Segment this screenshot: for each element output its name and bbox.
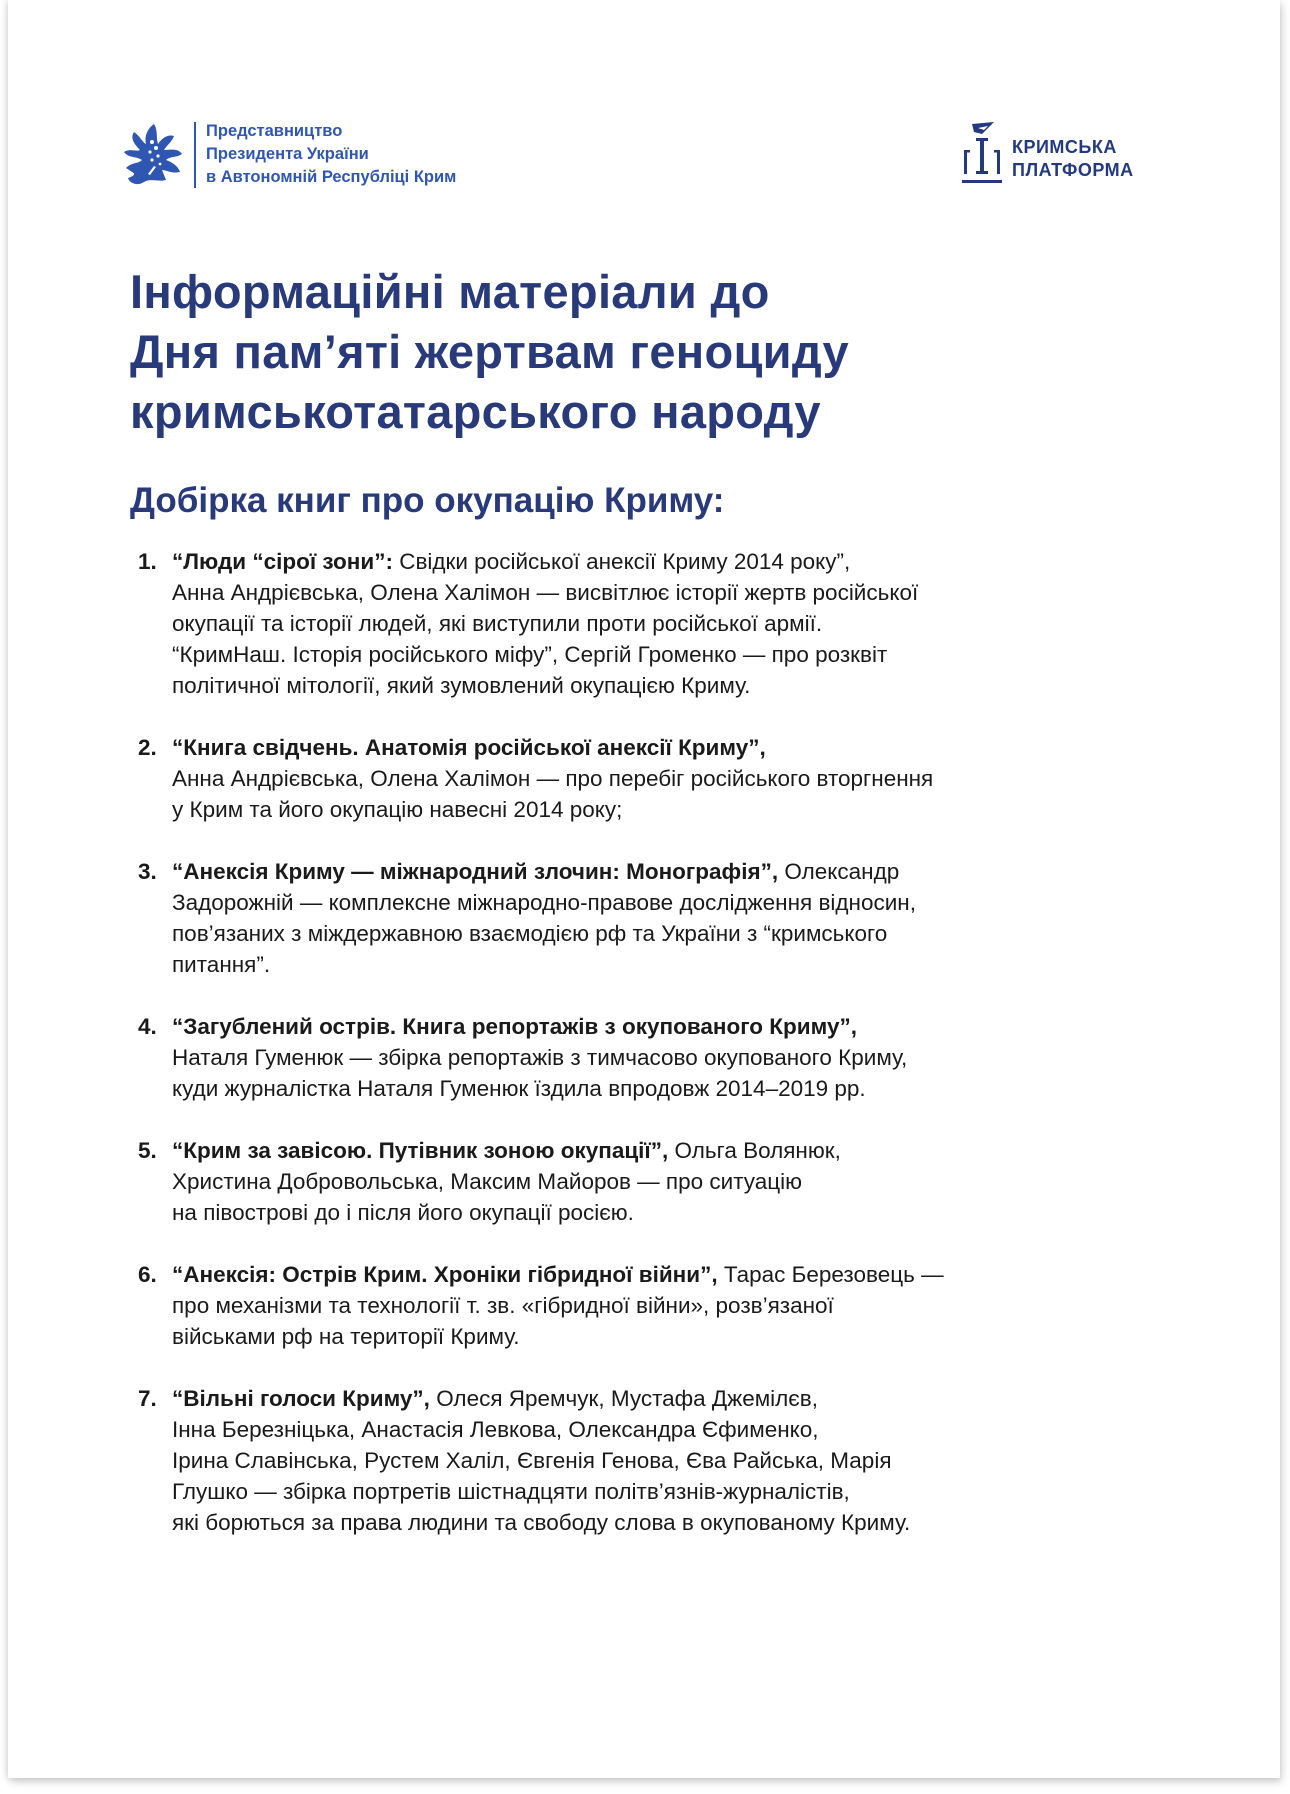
book-description [172, 1259, 1158, 1352]
book-text: “КримНаш. Історія російського міфу”, Сергій Громенко — про розквіт [172, 642, 888, 667]
org-name-line: в Автономній Республіці Крим [206, 168, 457, 186]
representation-logo [122, 120, 456, 189]
crimea-platform-logo [960, 122, 1134, 188]
book-text: Тарас Березовець — [717, 1262, 944, 1287]
book-text: Наталя Гуменюк — збірка репортажів з тимчасово окупованого Криму, [172, 1045, 908, 1070]
book-title: “Загублений острів. Книга репортажів з окупованого Криму”, [172, 1014, 857, 1039]
book-item [138, 546, 1158, 701]
book-number: 1. [138, 549, 157, 574]
book-text: у Крим та його окупацію навесні 2014 року; [172, 797, 623, 822]
document-page [8, 0, 1280, 1778]
title-line: кримськотатарського народу [130, 385, 821, 438]
book-number: 7. [138, 1386, 157, 1411]
platform-name-line: ПЛАТФОРМА [1012, 160, 1134, 180]
title-line: Дня пам’яті жертвам геноциду [130, 325, 849, 378]
book-description [172, 1011, 1158, 1104]
book-item [138, 732, 1158, 825]
book-description [172, 1383, 1158, 1538]
book-title: “Вільні голоси Криму”, [172, 1386, 430, 1411]
book-text: на півострові до і після його окупації росією. [172, 1200, 634, 1225]
book-item [138, 1135, 1158, 1228]
book-item [138, 1259, 1158, 1352]
platform-name [1012, 136, 1134, 182]
book-description [172, 856, 1158, 980]
book-title: “Крим за завісою. Путівник зоною окупації”, [172, 1138, 669, 1163]
book-text: які борються за права людини та свободу слова в окупованому Криму. [172, 1510, 911, 1535]
organization-name [206, 120, 456, 189]
crimea-flower-emblem-icon [122, 122, 184, 188]
book-text: окупації та історії людей, які виступили проти російської армії. [172, 611, 823, 636]
book-number: 2. [138, 735, 157, 760]
book-text: питання”. [172, 952, 271, 977]
book-text: Задорожній — комплексне міжнародно-правове дослідження відносин, [172, 890, 916, 915]
book-text: політичної мітології, який зумовлений окупацією Криму. [172, 673, 751, 698]
book-text: куди журналістка Наталя Гуменюк їздила впродовж 2014–2019 рр. [172, 1076, 866, 1101]
org-name-line: Представництво [206, 122, 343, 140]
book-item [138, 1011, 1158, 1104]
book-text: Анна Андрієвська, Олена Халімон — висвітлює історії жертв російської [172, 580, 919, 605]
book-list [138, 546, 1158, 1569]
platform-name-line: КРИМСЬКА [1012, 137, 1117, 157]
book-text: Свідки російської анексії Криму 2014 року”, [392, 549, 851, 574]
logo-divider [194, 122, 196, 188]
book-text: Анна Андрієвська, Олена Халімон — про перебіг російського вторгнення [172, 766, 934, 791]
book-title: “Книга свідчень. Анатомія російської анексії Криму”, [172, 735, 766, 760]
section-heading: Добірка книг про окупацію Криму: [130, 481, 725, 520]
crimea-platform-icon [960, 122, 1004, 188]
org-name-line: Президента України [206, 145, 369, 163]
book-number: 3. [138, 859, 157, 884]
book-description [172, 1135, 1158, 1228]
book-text: Ірина Славінська, Рустем Халіл, Євгенія Генова, Єва Райська, Марія [172, 1448, 892, 1473]
book-title: “Анексія Криму — міжнародний злочин: Монографія”, [172, 859, 779, 884]
book-number: 4. [138, 1014, 157, 1039]
book-text: Глушко — збірка портретів шістнадцяти політв’язнів-журналістів, [172, 1479, 850, 1504]
page-title [130, 262, 849, 442]
book-text: військами рф на території Криму. [172, 1324, 520, 1349]
book-item [138, 856, 1158, 980]
book-title: “Люди “сірої зони”: [172, 549, 393, 574]
book-title: “Анексія: Острів Крим. Хроніки гібридної війни”, [172, 1262, 718, 1287]
book-text: Олеся Яремчук, Мустафа Джемілєв, [429, 1386, 818, 1411]
book-text: Інна Березніцька, Анастасія Левкова, Олександра Єфименко, [172, 1417, 819, 1442]
book-text: Олександр [778, 859, 900, 884]
book-item [138, 1383, 1158, 1538]
book-text: про механізми та технології т. зв. «гібридної війни», розв’язаної [172, 1293, 834, 1318]
book-number: 6. [138, 1262, 157, 1287]
book-text: Ольга Волянюк, [668, 1138, 841, 1163]
title-line: Інформаційні матеріали до [130, 265, 770, 318]
book-description [172, 732, 1158, 825]
book-text: Христина Добровольська, Максим Майоров — про ситуацію [172, 1169, 803, 1194]
book-description [172, 546, 1158, 701]
book-text: пов’язаних з міждержавною взаємодією рф та України з “кримського [172, 921, 888, 946]
book-number: 5. [138, 1138, 157, 1163]
